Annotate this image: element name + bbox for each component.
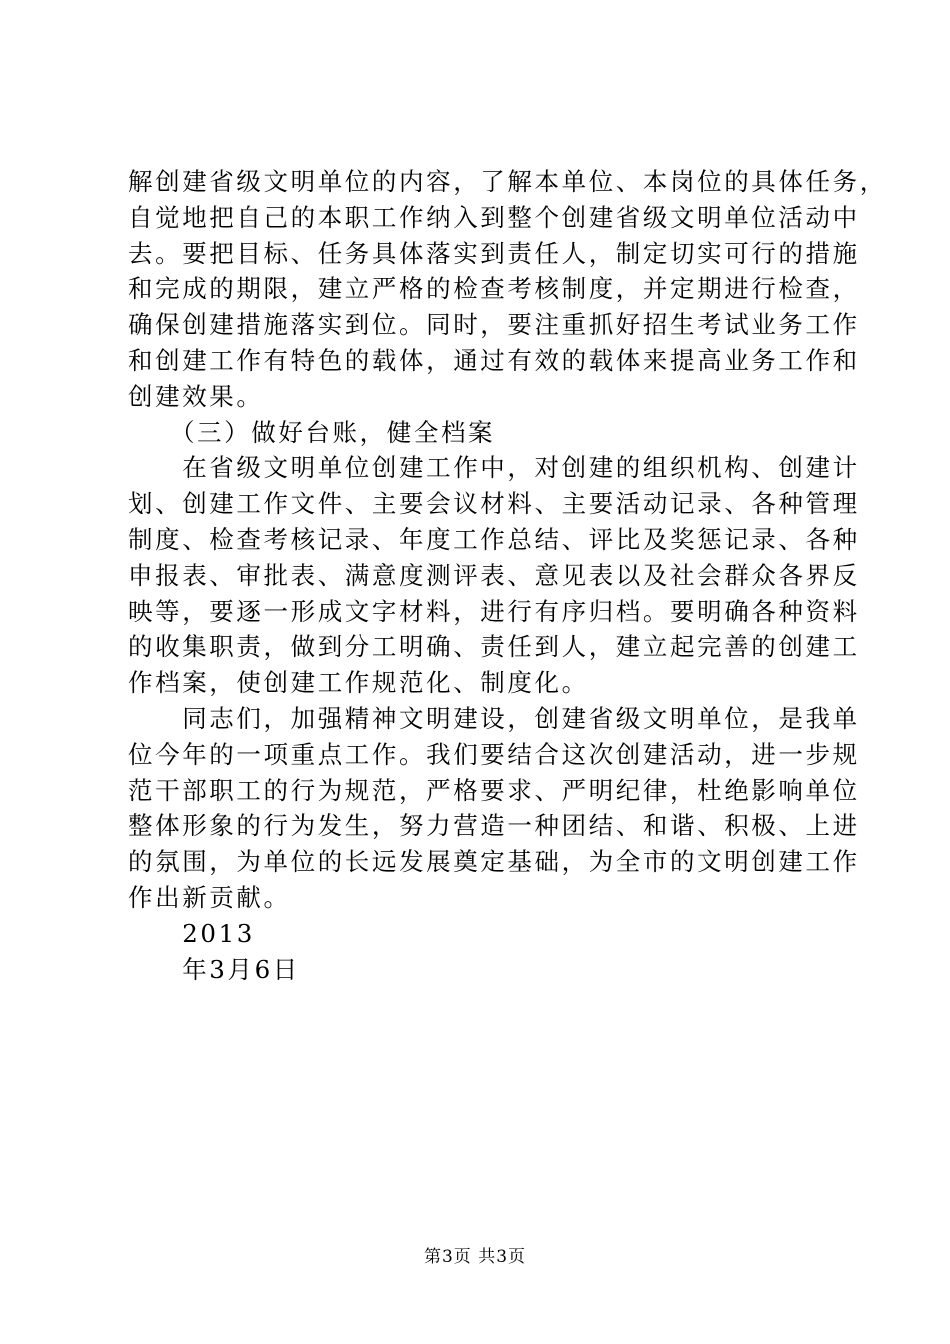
- text-line: 确保创建措施落实到位。同时，要注重抓好招生考试业务工作: [128, 310, 860, 340]
- text-line: 和创建工作有特色的载体，通过有效的载体来提高业务工作和: [128, 345, 860, 375]
- date-year: 2013: [128, 918, 255, 948]
- text-line: 去。要把目标、任务具体落实到责任人，制定切实可行的措施: [128, 238, 860, 268]
- date-month-day: 年3月6日: [128, 954, 300, 984]
- section-heading: （三）做好台账，健全档案: [128, 417, 496, 447]
- page-number-footer: 第3页 共3页: [423, 1247, 527, 1267]
- text-line: 创建效果。: [128, 381, 264, 411]
- text-line: 映等，要逐一形成文字材料，进行有序归档。要明确各种资料: [128, 596, 860, 626]
- text-line: 划、创建工作文件、主要会议材料、主要活动记录、各种管理: [128, 489, 860, 519]
- text-line: 的收集职责，做到分工明确、责任到人，建立起完善的创建工: [128, 632, 860, 662]
- text-line: 解创建省级文明单位的内容，了解本单位、本岗位的具体任务，: [128, 167, 887, 196]
- text-line: 申报表、审批表、满意度测评表、意见表以及社会群众各界反: [128, 560, 860, 590]
- document-body: [128, 164, 887, 987]
- text-line: 和完成的期限，建立严格的检查考核制度，并定期进行检查，: [128, 274, 860, 304]
- text-line: 在省级文明单位创建工作中，对创建的组织机构、创建计: [128, 453, 860, 483]
- text-line: 的氛围，为单位的长远发展奠定基础，为全市的文明创建工作: [128, 847, 860, 877]
- text-line: 自觉地把自己的本职工作纳入到整个创建省级文明单位活动中: [128, 202, 860, 232]
- text-line: 作出新贡献。: [128, 882, 291, 912]
- text-line: 同志们，加强精神文明建设，创建省级文明单位，是我单: [128, 703, 860, 733]
- text-line: 位今年的一项重点工作。我们要结合这次创建活动，进一步规: [128, 739, 860, 769]
- text-line: 作档案，使创建工作规范化、制度化。: [128, 668, 589, 698]
- text-line: 整体形象的行为发生，努力营造一种团结、和谐、积极、上进: [128, 811, 860, 841]
- text-line: 制度、检查考核记录、年度工作总结、评比及奖惩记录、各种: [128, 524, 860, 554]
- text-line: 范干部职工的行为规范，严格要求、严明纪律，杜绝影响单位: [128, 775, 860, 805]
